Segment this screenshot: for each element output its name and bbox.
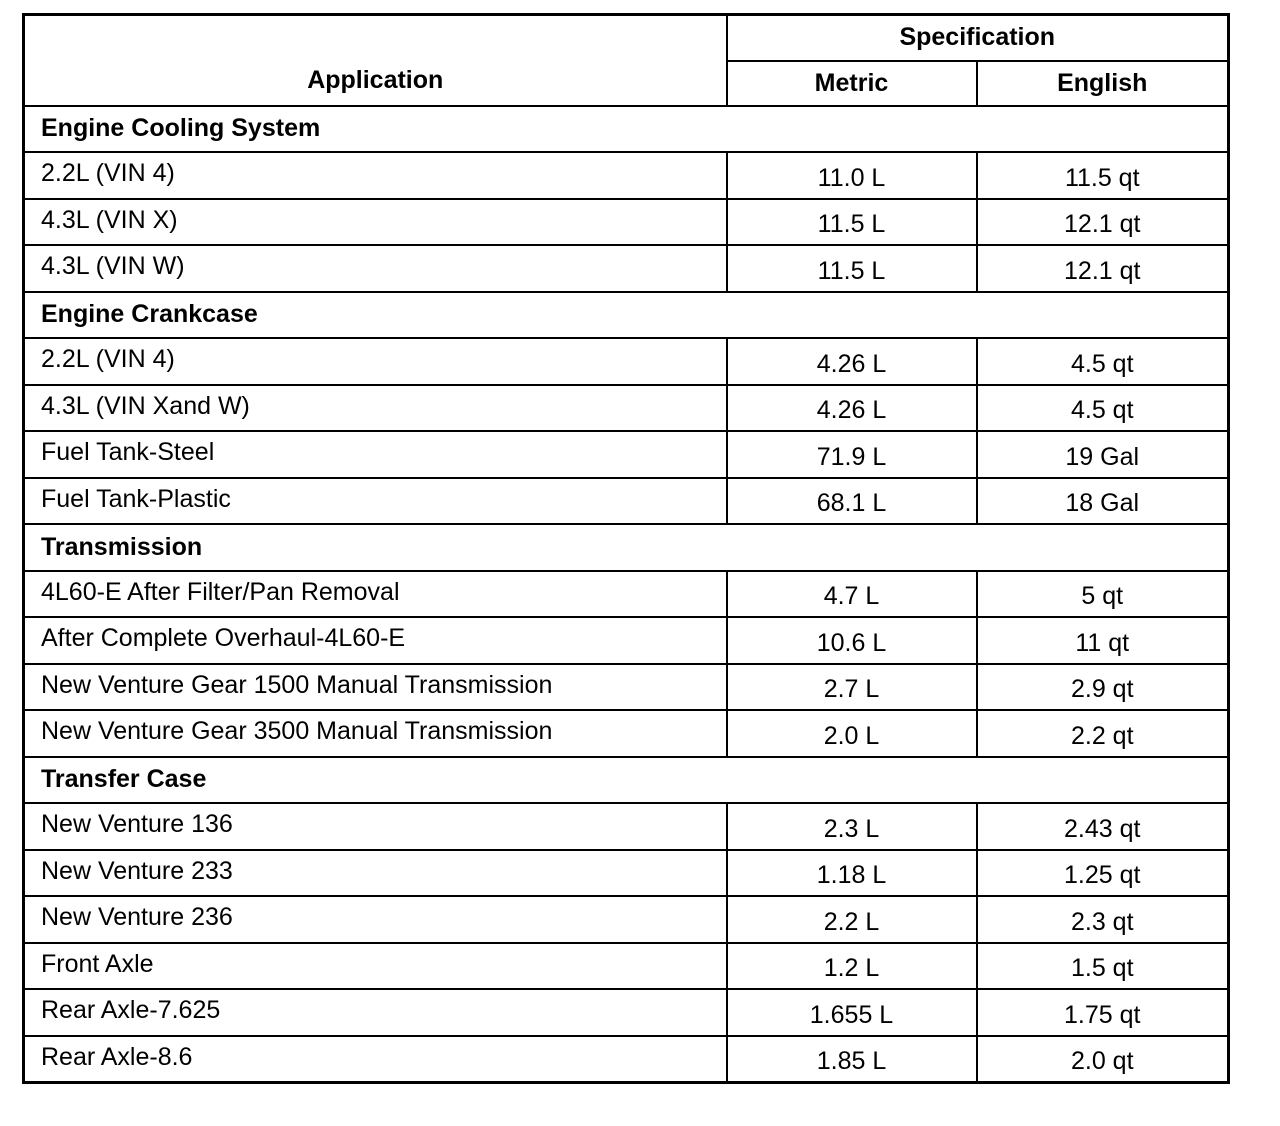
section-title: Engine Crankcase <box>24 292 1229 339</box>
english-cell: 2.3 qt <box>977 896 1229 943</box>
section-row <box>24 106 1229 153</box>
table-row <box>24 617 1229 664</box>
english-cell: 4.5 qt <box>977 338 1229 385</box>
english-cell: 12.1 qt <box>977 245 1229 292</box>
application-cell: 4.3L (VIN W) <box>24 245 727 292</box>
metric-cell: 11.5 L <box>727 245 977 292</box>
column-header-application: Application <box>24 15 727 106</box>
table-row <box>24 989 1229 1036</box>
metric-cell: 11.5 L <box>727 199 977 246</box>
application-cell: 2.2L (VIN 4) <box>24 152 727 199</box>
application-cell: New Venture Gear 3500 Manual Transmission <box>24 710 727 757</box>
section-title: Transfer Case <box>24 757 1229 804</box>
english-cell: 12.1 qt <box>977 199 1229 246</box>
table-row <box>24 385 1229 432</box>
metric-cell: 71.9 L <box>727 431 977 478</box>
metric-cell: 4.7 L <box>727 571 977 618</box>
metric-cell: 2.3 L <box>727 803 977 850</box>
metric-cell: 2.7 L <box>727 664 977 711</box>
application-cell: New Venture 136 <box>24 803 727 850</box>
application-cell: New Venture 236 <box>24 896 727 943</box>
column-header-english: English <box>977 61 1229 106</box>
application-cell: 4.3L (VIN Xand W) <box>24 385 727 432</box>
application-cell: New Venture 233 <box>24 850 727 897</box>
application-cell: Front Axle <box>24 943 727 990</box>
english-cell: 11.5 qt <box>977 152 1229 199</box>
english-cell: 5 qt <box>977 571 1229 618</box>
section-title: Engine Cooling System <box>24 106 1229 153</box>
application-cell: Rear Axle-7.625 <box>24 989 727 1036</box>
table-row <box>24 478 1229 525</box>
metric-cell: 10.6 L <box>727 617 977 664</box>
metric-cell: 2.2 L <box>727 896 977 943</box>
application-cell: 4L60-E After Filter/Pan Removal <box>24 571 727 618</box>
application-cell: New Venture Gear 1500 Manual Transmission <box>24 664 727 711</box>
metric-cell: 11.0 L <box>727 152 977 199</box>
table-row <box>24 850 1229 897</box>
table-row <box>24 710 1229 757</box>
application-cell: 4.3L (VIN X) <box>24 199 727 246</box>
english-cell: 18 Gal <box>977 478 1229 525</box>
english-cell: 2.2 qt <box>977 710 1229 757</box>
english-cell: 19 Gal <box>977 431 1229 478</box>
table-row <box>24 664 1229 711</box>
english-cell: 1.75 qt <box>977 989 1229 1036</box>
table-header <box>24 15 1229 106</box>
table-row <box>24 152 1229 199</box>
application-cell: Fuel Tank-Steel <box>24 431 727 478</box>
section-row <box>24 524 1229 571</box>
english-cell: 4.5 qt <box>977 385 1229 432</box>
metric-cell: 2.0 L <box>727 710 977 757</box>
application-cell: 2.2L (VIN 4) <box>24 338 727 385</box>
metric-cell: 1.85 L <box>727 1036 977 1083</box>
table-body <box>24 106 1229 1083</box>
section-row <box>24 757 1229 804</box>
metric-cell: 1.18 L <box>727 850 977 897</box>
english-cell: 2.43 qt <box>977 803 1229 850</box>
metric-cell: 1.655 L <box>727 989 977 1036</box>
english-cell: 1.25 qt <box>977 850 1229 897</box>
section-row <box>24 292 1229 339</box>
english-cell: 2.0 qt <box>977 1036 1229 1083</box>
table-row <box>24 896 1229 943</box>
table-row <box>24 571 1229 618</box>
table-row <box>24 803 1229 850</box>
metric-cell: 68.1 L <box>727 478 977 525</box>
table-row <box>24 943 1229 990</box>
table-row <box>24 431 1229 478</box>
metric-cell: 4.26 L <box>727 385 977 432</box>
column-header-metric: Metric <box>727 61 977 106</box>
metric-cell: 4.26 L <box>727 338 977 385</box>
application-cell: Fuel Tank-Plastic <box>24 478 727 525</box>
column-header-specification: Specification <box>727 15 1229 61</box>
table-row <box>24 1036 1229 1083</box>
application-cell: Rear Axle-8.6 <box>24 1036 727 1083</box>
english-cell: 2.9 qt <box>977 664 1229 711</box>
table-row <box>24 245 1229 292</box>
section-title: Transmission <box>24 524 1229 571</box>
metric-cell: 1.2 L <box>727 943 977 990</box>
english-cell: 11 qt <box>977 617 1229 664</box>
fluid-capacity-table <box>22 13 1230 1084</box>
application-cell: After Complete Overhaul-4L60-E <box>24 617 727 664</box>
table-row <box>24 338 1229 385</box>
english-cell: 1.5 qt <box>977 943 1229 990</box>
table-row <box>24 199 1229 246</box>
